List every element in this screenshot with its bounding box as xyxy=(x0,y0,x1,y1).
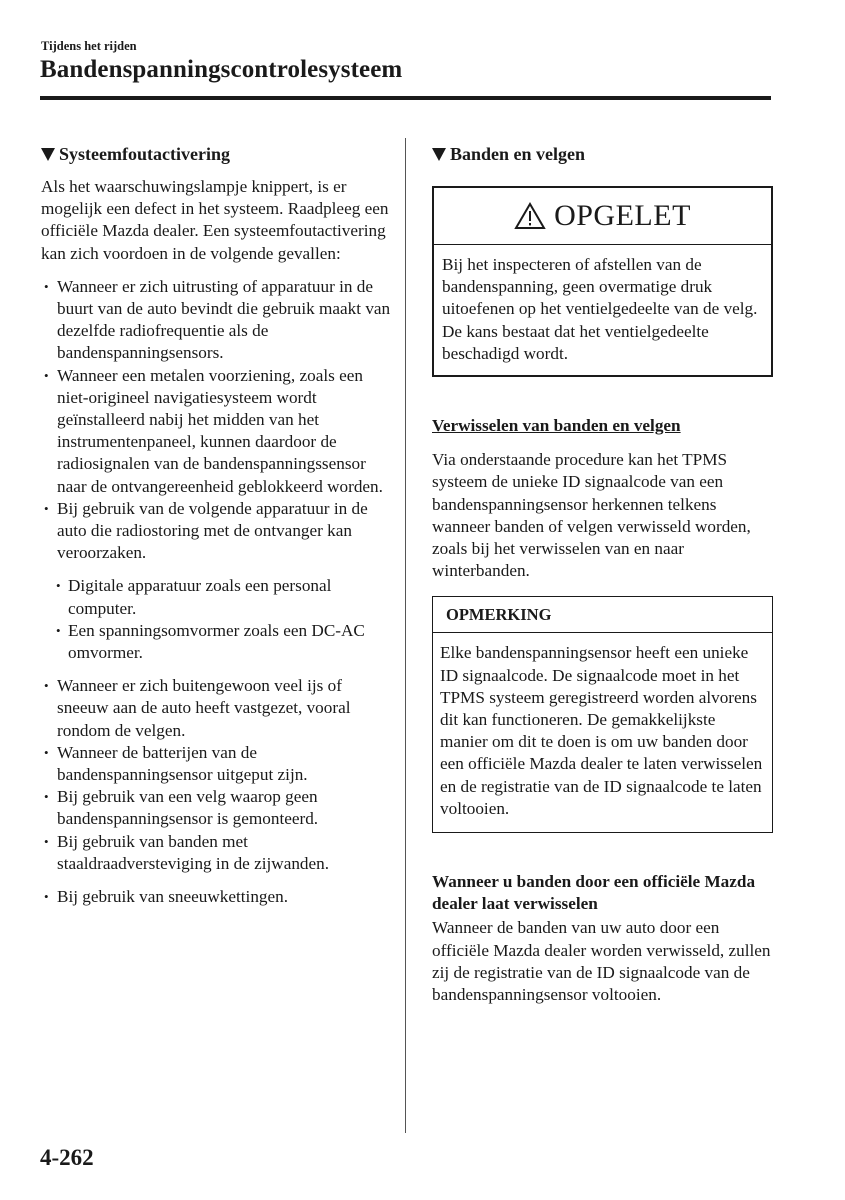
note-title: OPMERKING xyxy=(433,597,772,633)
sub-list-item: • Digitale apparatuur zoals een personal computer. xyxy=(55,575,391,619)
note-box xyxy=(432,596,773,833)
subheading-dealer: Wanneer u banden door een officiële Mazda dealer laat verwisselen xyxy=(432,872,756,914)
bullet-list-continued xyxy=(41,675,391,908)
list-item: • Wanneer een metalen voorziening, zoals een niet-origineel navigatiesysteem wordt geïnstalleerd nabij het midden van het instrumentenpaneel, kunnen daardoor de radiosignalen van de bandenspanningssensor naar de ontvangereenheid geblokkeerd worden. xyxy=(41,365,391,498)
column-divider xyxy=(405,138,406,1133)
sub-bullet-list xyxy=(55,575,391,664)
paragraph-verwisselen: Via onderstaande procedure kan het TPMS systeem de unieke ID signaalcode van een bandenspanningsensor herkennen telkens wanneer banden of velgen verwisseld worden, zoals bij het verwisselen van en naar winterbanden. xyxy=(432,450,751,581)
list-item: • Wanneer er zich uitrusting of apparatuur in de buurt van de auto bevindt die gebruik maakt van dezelfde radiofrequentie als de bandenspanningsensors. xyxy=(41,276,391,365)
caution-text: Bij het inspecteren of afstellen van de bandenspanning, geen overmatige druk uitoefenen op het ventielgedeelte van de velg. De kans bestaat dat het ventielgedeelte beschadigd wordt. xyxy=(442,255,758,363)
page-title: Bandenspanningscontrolesysteem xyxy=(40,56,403,83)
note-text: Elke bandenspanningsensor heeft een unieke ID signaalcode. De signaalcode moet in het TPMS systeem geregistreerd worden alvorens dit kan functioneren. De gemakkelijkste manier om dit te doen is om uw banden door een officiële Mazda dealer te laten verwisselen en de registratie van de ID signaalcode te laten voltooien. xyxy=(440,643,763,818)
right-column xyxy=(432,142,774,1006)
subheading-verwisselen: Verwisselen van banden en velgen xyxy=(432,416,681,436)
list-item: • Wanneer de batterijen van de bandenspanningsensor uitgeput zijn. xyxy=(41,742,391,786)
section-heading-label: Systeemfoutactivering xyxy=(59,144,230,164)
header-rule xyxy=(40,96,771,100)
warning-triangle-icon xyxy=(514,202,546,230)
list-item: • Wanneer er zich buitengewoon veel ijs of sneeuw aan de auto heeft vastgezet, vooral rondom de velgen. xyxy=(41,675,391,742)
list-item: • Bij gebruik van sneeuwkettingen. xyxy=(41,886,391,908)
triangle-marker-icon xyxy=(41,148,55,161)
bullet-list xyxy=(41,276,391,565)
sub-list-item: • Een spanningsomvormer zoals een DC-AC omvormer. xyxy=(55,620,391,664)
section-heading-label: Banden en velgen xyxy=(450,144,586,164)
list-item: • Bij gebruik van de volgende apparatuur in de auto die radiostoring met de ontvanger kan veroorzaken. xyxy=(41,498,391,565)
breadcrumb: Tijdens het rijden xyxy=(41,39,137,53)
caution-box xyxy=(432,186,773,377)
list-item: • Bij gebruik van banden met staaldraadversteviging in de zijwanden. xyxy=(41,831,391,875)
list-item: • Bij gebruik van een velg waarop geen bandenspanningsensor is gemonteerd. xyxy=(41,786,391,830)
caution-header xyxy=(434,188,771,245)
intro-paragraph: Als het waarschuwingslampje knippert, is er mogelijk een defect in het systeem. Raadpleeg een officiële Mazda dealer. Een systeemfoutactivering kan zich voordoen in de volgende gevallen: xyxy=(41,177,389,263)
paragraph-dealer: Wanneer de banden van uw auto door een officiële Mazda dealer worden verwisseld, zullen zij de registratie van de ID signaalcode van de bandenspanningsensor voltooien. xyxy=(432,918,771,1005)
left-column xyxy=(41,142,391,908)
section-heading-systeemfout xyxy=(41,142,391,166)
section-heading-banden xyxy=(432,142,774,166)
triangle-marker-icon xyxy=(432,148,446,161)
caution-title: OPGELET xyxy=(554,198,691,232)
page-number: 4-262 xyxy=(40,1145,94,1170)
